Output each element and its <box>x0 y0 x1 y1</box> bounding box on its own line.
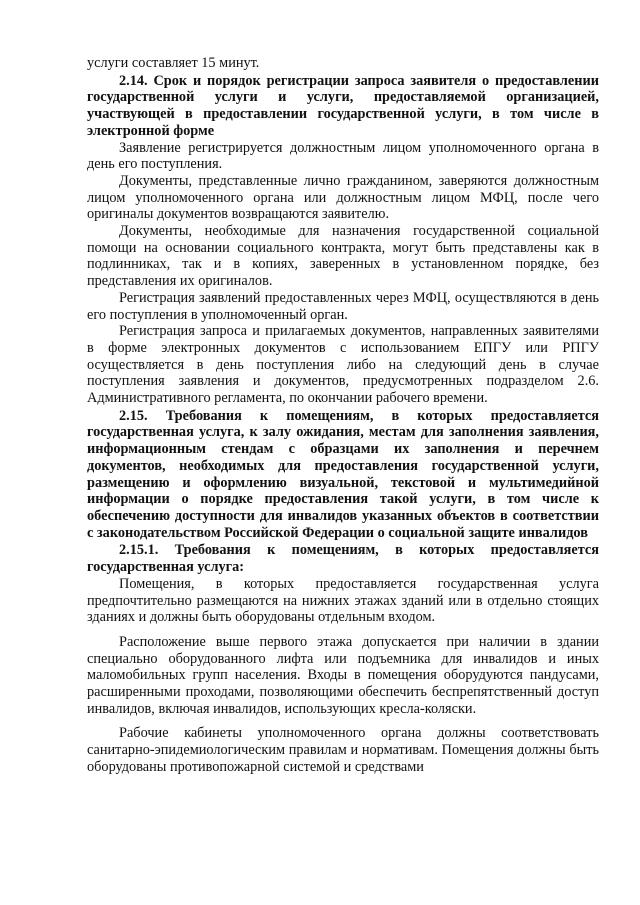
section-heading-2-15-1: 2.15.1. Требования к помещениям, в которых предоставляется государственная услуга: <box>87 542 599 576</box>
section-heading-2-14: 2.14. Срок и порядок регистрации запроса заявителя о предоставлении государственной услуги и услуги, предоставляемой организацией, участвующей в предоставлении государственной услуги, в том числе в электронной форме <box>87 72 599 139</box>
paragraph-social-contract-documents: Документы, необходимые для назначения государственной социальной помощи на основании социального контракта, могут быть представлены как в подлинниках, так и в копиях, заверенных в установленном порядке, без представления их оригиналов. <box>87 223 599 290</box>
paragraph-premises-location: Помещения, в которых предоставляется государственная услуга предпочтительно размещаются на нижних этажах зданий или в отдельно стоящих зданиях и должны быть оборудованы отдельным входом. <box>87 575 599 626</box>
paragraph-electronic-registration: Регистрация запроса и прилагаемых документов, направленных заявителями в форме электронных документов с использованием ЕПГУ или РПГУ осуществляется в день поступления либо на следующий день в случае поступления заявления и документов, предусмотренных подразделом 2.6. Административного регламента, по окончании рабочего времени. <box>87 323 599 407</box>
section-heading-2-15: 2.15. Требования к помещениям, в которых предоставляется государственная услуга, к залу ожидания, местам для заполнения заявления, информационным стендам с образцами их заполнения и перечнем документов, необходимых для предоставления государственной услуги, размещению и оформлению визуальной, текстовой и мультимедийной информации о порядке предоставления такой услуги, в том числе к обеспечению доступности для инвалидов указанных объектов в соответствии с законодательством Российской Федерации о социальной защите инвалидов <box>87 407 599 541</box>
paragraph-workrooms: Рабочие кабинеты уполномоченного органа должны соответствовать санитарно-эпидемиологическим правилам и нормативам. Помещения должны быть оборудованы противопожарной системой и средствами <box>87 725 599 775</box>
document-body <box>87 55 599 776</box>
paragraph-registration-day: Заявление регистрируется должностным лицом уполномоченного органа в день его поступления. <box>87 139 599 173</box>
paragraph-mfc-registration: Регистрация заявлений предоставленных через МФЦ, осуществляются в день его поступления в уполномоченный орган. <box>87 289 599 323</box>
paragraph-documents-certified: Документы, представленные лично гражданином, заверяются должностным лицом уполномоченного органа или должностным лицом МФЦ, после чего оригиналы документов возвращаются заявителю. <box>87 172 599 223</box>
paragraph-accessibility: Расположение выше первого этажа допускается при наличии в здании специально оборудованного лифта или подъемника для инвалидов и иных маломобильных групп населения. Входы в помещения оборудуются пандусами, расширенными проходами, позволяющими обеспечить беспрепятственный доступ инвалидов, включая инвалидов, использующих кресла-коляски. <box>87 633 599 717</box>
paragraph-service-duration-tail: услуги составляет 15 минут. <box>87 55 260 71</box>
